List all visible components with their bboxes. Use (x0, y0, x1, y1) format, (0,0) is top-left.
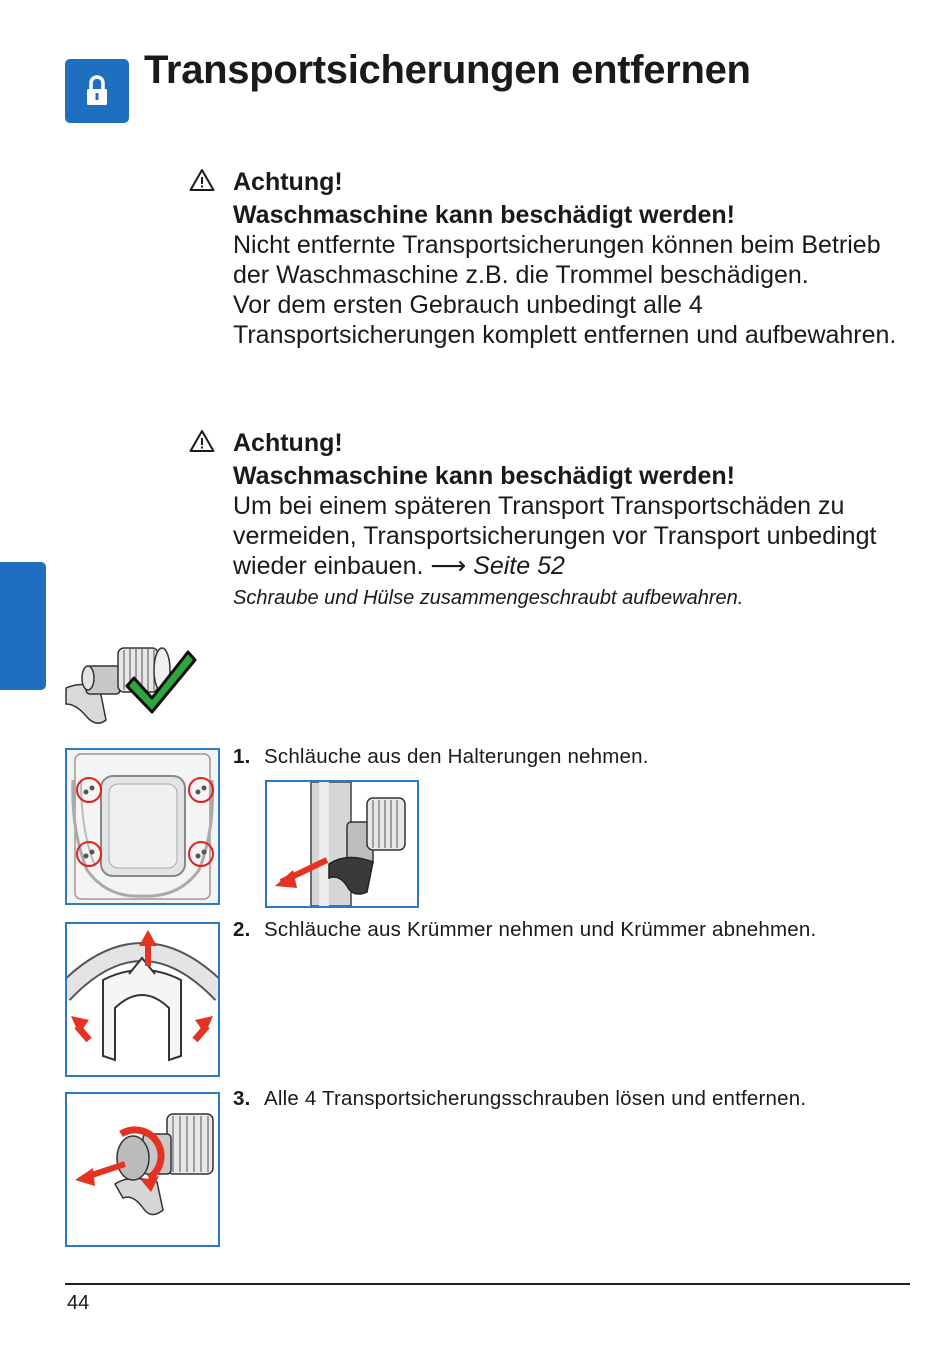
step-1 (233, 745, 649, 769)
step-number: 3. (233, 1087, 251, 1110)
step-number: 1. (233, 745, 251, 768)
step-text: Alle 4 Transportsicherungsschrauben lösen und entfernen. (264, 1087, 807, 1110)
page-reference-link[interactable]: Seite 52 (473, 552, 565, 580)
warning-subheading: Waschmaschine kann beschädigt werden! (233, 462, 735, 490)
warning-triangle-icon (189, 168, 215, 192)
warning-paragraph: Nicht entfernte Transportsicherungen können beim Betrieb der Waschmaschine z.B. die Trommel beschädigen. (233, 231, 881, 289)
warning-block-1 (233, 167, 903, 350)
storage-note: Schraube und Hülse zusammengeschraubt aufbewahren. (233, 587, 744, 609)
warning-block-2 (233, 428, 903, 581)
warning-paragraph (233, 491, 903, 581)
page-title: Transportsicherungen entfernen (144, 48, 751, 92)
footer-divider (65, 1283, 910, 1285)
step-2 (233, 918, 816, 942)
lock-icon (65, 59, 129, 123)
warning-paragraph: Vor dem ersten Gebrauch unbedingt alle 4 Transportsicherungen komplett entfernen und aufbewahren. (233, 291, 897, 349)
bolt-sleeve-checkmark-illustration (62, 628, 197, 733)
step-text: Schläuche aus den Halterungen nehmen. (264, 745, 649, 768)
warning-text: Um bei einem späteren Transport Transportschäden zu vermeiden, Transportsicherungen vor Transport unbedingt wieder einbauen. (233, 492, 877, 580)
warning-triangle-icon (189, 429, 215, 453)
machine-rear-view-illustration (65, 748, 220, 905)
chapter-tab (0, 562, 46, 690)
hose-bracket-illustration (65, 922, 220, 1077)
arrow-icon: ⟶ (430, 552, 467, 580)
lock-badge (65, 59, 129, 123)
unscrew-bolt-illustration (65, 1092, 220, 1247)
page-number: 44 (67, 1292, 90, 1314)
warning-subheading: Waschmaschine kann beschädigt werden! (233, 201, 735, 229)
step-number: 2. (233, 918, 251, 941)
warning-heading: Achtung! (233, 429, 343, 457)
step-text: Schläuche aus Krümmer nehmen und Krümmer abnehmen. (264, 918, 817, 941)
warning-heading: Achtung! (233, 168, 343, 196)
step-3 (233, 1087, 806, 1111)
hose-holder-illustration (265, 780, 419, 908)
